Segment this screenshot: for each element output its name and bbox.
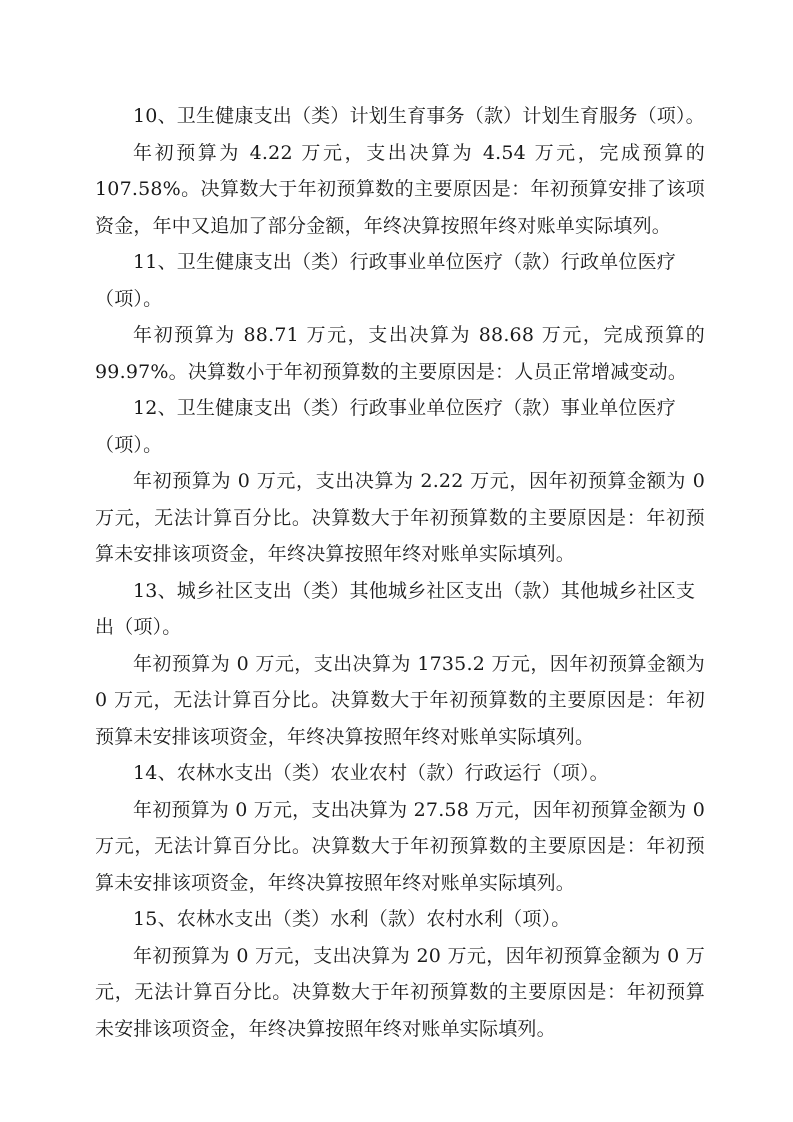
item-12-body: 年初预算为 0 万元，支出决算为 2.22 万元，因年初预算金额为 0 万元，无法计算百分比。决算数大于年初预算数的主要原因是：年初预算未安排该项资金，年终决算按照年终对账单实际填列。 [95,470,705,565]
item-15-heading: 15、农林水支出（类）水利（款）农村水利（项）。 [133,908,571,930]
item-13-heading: 13、城乡社区支出（类）其他城乡社区支出（款）其他城乡社区支出（项）。 [95,579,696,638]
item-14-body: 年初预算为 0 万元，支出决算为 27.58 万元，因年初预算金额为 0 万元，无法计算百分比。决算数大于年初预算数的主要原因是：年初预算未安排该项资金，年终决算按照年终对账单实际填列。 [95,798,705,894]
item-10-heading: 10、卫生健康支出（类）计划生育事务（款）计划生育服务（项）。 [133,105,705,127]
item-13-body: 年初预算为 0 万元，支出决算为 1735.2 万元，因年初预算金额为 0 万元，无法计算百分比。决算数大于年初预算数的主要原因是：年初预算未安排该项资金，年终决算按照年终对账单实际填列。 [95,652,705,748]
item-15-body: 年初预算为 0 万元，支出决算为 20 万元，因年初预算金额为 0 万元，无法计算百分比。决算数大于年初预算数的主要原因是：年初预算未安排该项资金，年终决算按照年终对账单实际填列。 [95,944,705,1040]
document-page [95,98,705,1047]
item-10-body: 年初预算为 4.22 万元，支出决算为 4.54 万元，完成预算的107.58%。决算数大于年初预算数的主要原因是：年初预算安排了该项资金，年中又追加了部分金额，年终决算按照年终对账单实际填列。 [95,141,705,237]
item-11-heading: 11、卫生健康支出（类）行政事业单位医疗（款）行政单位医疗（项）。 [95,251,676,310]
item-14-heading: 14、农林水支出（类）农业农村（款）行政运行（项）。 [133,762,609,784]
item-12-heading: 12、卫生健康支出（类）行政事业单位医疗（款）事业单位医疗（项）。 [95,397,676,456]
item-11-body: 年初预算为 88.71 万元，支出决算为 88.68 万元，完成预算的99.97%。决算数小于年初预算数的主要原因是：人员正常增减变动。 [95,324,705,383]
